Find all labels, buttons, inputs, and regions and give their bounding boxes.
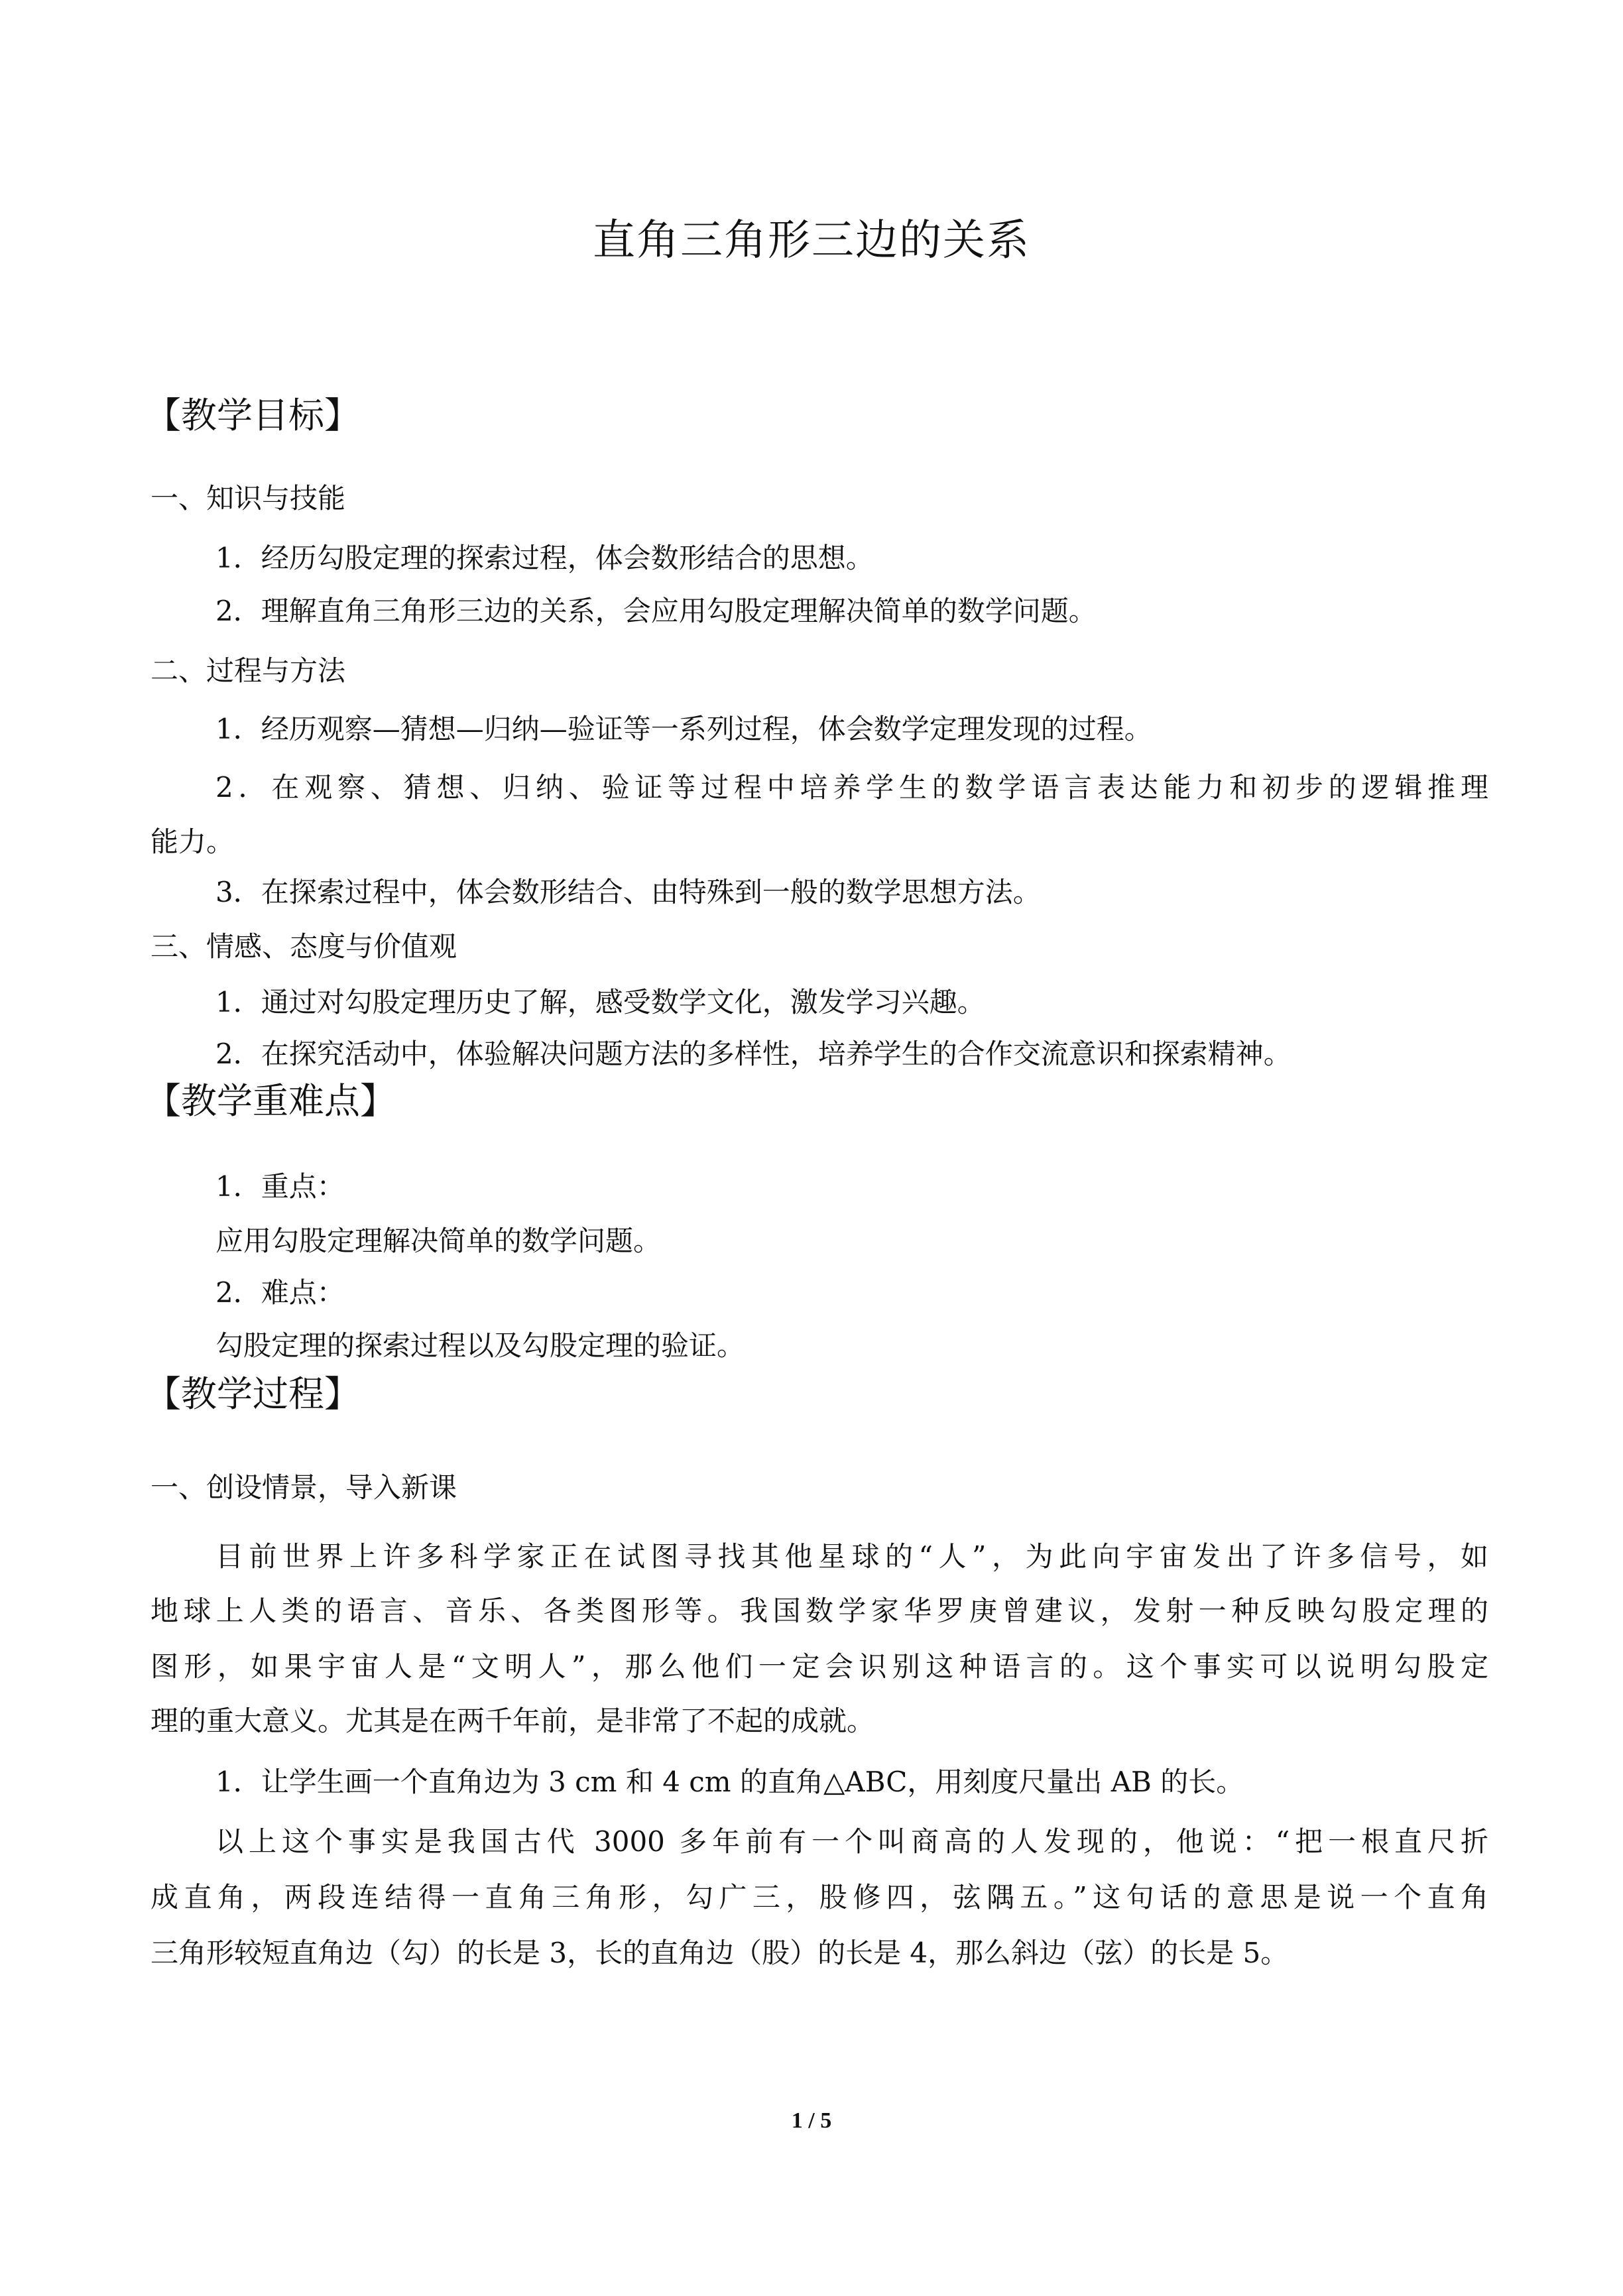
- paragraph-line: 以上这个事实是我国古代 3000 多年前有一个叫商高的人发现的，他说：“把一根直尺折: [215, 1825, 1488, 1858]
- section-heading-process: 【教学过程】: [145, 1373, 360, 1415]
- paragraph-line: 目前世界上许多科学家正在试图寻找其他星球的“人”，为此向宇宙发出了许多信号，如: [215, 1540, 1488, 1573]
- difficulty-label: 2．难点：: [215, 1276, 345, 1309]
- list-item: 1．让学生画一个直角边为 3 cm 和 4 cm 的直角△ABC，用刻度尺量出 AB 的长。: [215, 1766, 1244, 1798]
- subheading-knowledge: 一、知识与技能: [150, 482, 346, 514]
- list-item-continuation: 能力。: [150, 825, 235, 858]
- paragraph-line: 成直角，两段连结得一直角三角形，勾广三，股修四，弦隅五。”这句话的意思是说一个直角: [150, 1881, 1488, 1913]
- list-item: 3．在探索过程中，体会数形结合、由特殊到一般的数学思想方法。: [215, 876, 1041, 908]
- list-item: 2．在探究活动中，体验解决问题方法的多样性，培养学生的合作交流意识和探索精神。: [215, 1038, 1292, 1070]
- paragraph-line: 图形，如果宇宙人是“文明人”，那么他们一定会识别这种语言的。这个事实可以说明勾股定: [150, 1650, 1488, 1683]
- key-point-label: 1．重点：: [215, 1170, 345, 1203]
- difficulty-text: 勾股定理的探索过程以及勾股定理的验证。: [215, 1329, 745, 1362]
- section-heading-objectives: 【教学目标】: [145, 394, 360, 436]
- subheading-attitude: 三、情感、态度与价值观: [150, 930, 457, 963]
- list-item: 1．经历观察—猜想—归纳—验证等一系列过程，体会数学定理发现的过程。: [215, 713, 1152, 745]
- page-number: 1 / 5: [791, 2108, 832, 2133]
- list-item: 1．经历勾股定理的探索过程，体会数形结合的思想。: [215, 542, 874, 574]
- key-point-text: 应用勾股定理解决简单的数学问题。: [215, 1225, 662, 1257]
- paragraph-line: 三角形较短直角边（勾）的长是 3，长的直角边（股）的长是 4，那么斜边（弦）的长是 5。: [150, 1937, 1289, 1969]
- list-item: 2．理解直角三角形三边的关系，会应用勾股定理解决简单的数学问题。: [215, 595, 1097, 627]
- subheading-process: 二、过程与方法: [150, 654, 346, 687]
- subheading-step1: 一、创设情景，导入新课: [150, 1471, 457, 1504]
- paragraph-line: 理的重大意义。尤其是在两千年前，是非常了不起的成就。: [150, 1705, 875, 1737]
- list-item: 2．在观察、猜想、归纳、验证等过程中培养学生的数学语言表达能力和初步的逻辑推理: [215, 771, 1488, 804]
- document-title: 直角三角形三边的关系: [593, 216, 1030, 265]
- section-heading-key-points: 【教学重难点】: [145, 1080, 396, 1122]
- paragraph-line: 地球上人类的语言、音乐、各类图形等。我国数学家华罗庚曾建议，发射一种反映勾股定理的: [150, 1595, 1488, 1627]
- list-item: 1．通过对勾股定理历史了解，感受数学文化，激发学习兴趣。: [215, 986, 985, 1018]
